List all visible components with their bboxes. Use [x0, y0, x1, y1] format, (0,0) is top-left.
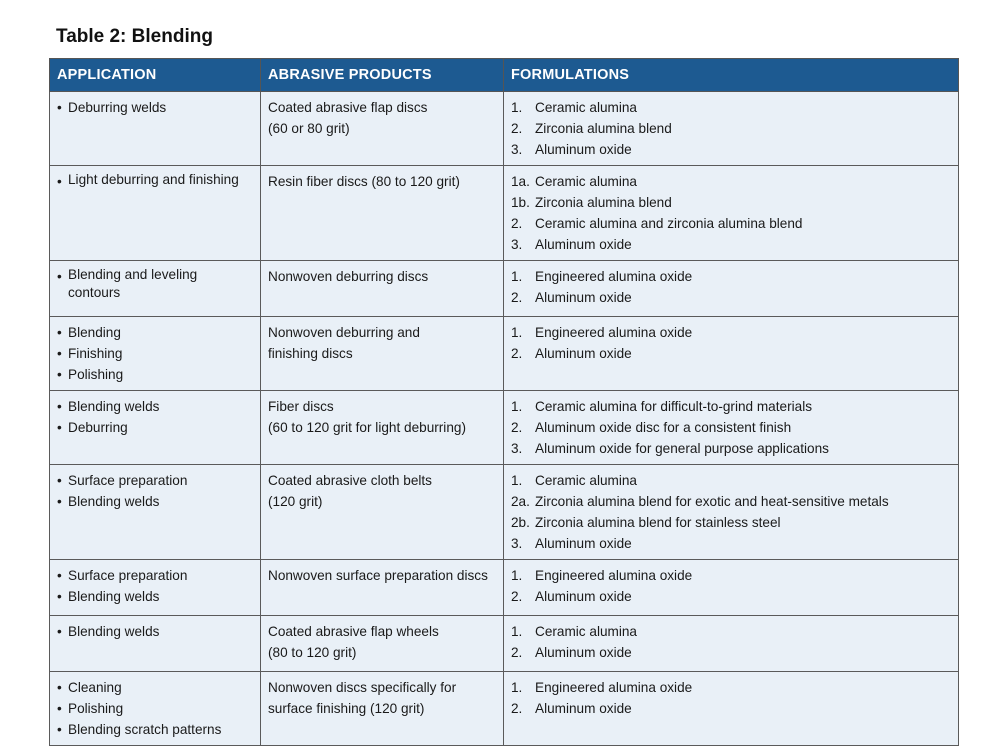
- formulation-number: 1.: [511, 325, 523, 340]
- table-body: [50, 92, 959, 746]
- formulation-text: Aluminum oxide: [535, 237, 632, 252]
- formulation-number: 1.: [511, 473, 523, 488]
- header-application: APPLICATION: [50, 59, 261, 92]
- formulations-cell: [504, 391, 959, 465]
- application-text: Surface preparation: [68, 568, 188, 583]
- application-cell: [50, 616, 261, 672]
- table-row: [50, 391, 959, 465]
- abrasive-product-text: Fiber discs (60 to 120 grit for light deburring): [268, 399, 466, 435]
- formulation-item: [511, 322, 951, 343]
- formulation-text: Zirconia alumina blend: [535, 195, 672, 210]
- application-item: [57, 621, 253, 642]
- blending-table: [49, 58, 959, 746]
- bullet-icon: •: [57, 269, 62, 284]
- formulations-cell: [504, 166, 959, 261]
- application-text: Blending and leveling contours: [68, 267, 198, 300]
- bullet-icon: •: [57, 325, 62, 340]
- application-item: [57, 266, 253, 302]
- formulation-text: Engineered alumina oxide: [535, 269, 693, 284]
- abrasive-product-cell: [261, 166, 504, 261]
- formulation-text: Engineered alumina oxide: [535, 680, 693, 695]
- formulation-item: [511, 171, 951, 192]
- application-item: [57, 565, 253, 586]
- formulation-item: [511, 470, 951, 491]
- application-item: [57, 719, 253, 740]
- application-text: Blending scratch patterns: [68, 722, 222, 737]
- abrasive-product-text: Coated abrasive flap wheels (80 to 120 grit): [268, 624, 439, 660]
- formulation-number: 3.: [511, 237, 523, 252]
- formulation-number: 1.: [511, 100, 523, 115]
- formulation-number: 2.: [511, 420, 523, 435]
- application-item: [57, 470, 253, 491]
- application-cell: [50, 261, 261, 317]
- formulation-text: Aluminum oxide for general purpose applications: [535, 441, 829, 456]
- formulation-text: Aluminum oxide: [535, 346, 632, 361]
- formulation-text: Ceramic alumina: [535, 174, 637, 189]
- application-item: [57, 343, 253, 364]
- formulation-item: [511, 438, 951, 459]
- bullet-icon: •: [57, 174, 62, 189]
- table-title: Table 2: Blending: [56, 26, 213, 47]
- application-text: Light deburring and finishing: [68, 172, 239, 187]
- formulation-text: Zirconia alumina blend for exotic and heat-sensitive metals: [535, 494, 889, 509]
- application-text: Blending welds: [68, 589, 160, 604]
- formulation-text: Aluminum oxide: [535, 142, 632, 157]
- application-text: Cleaning: [68, 680, 122, 695]
- formulation-item: [511, 266, 951, 287]
- table-row: [50, 166, 959, 261]
- formulations-cell: [504, 317, 959, 391]
- formulation-number: 1.: [511, 680, 523, 695]
- formulation-item: [511, 417, 951, 438]
- application-item: [57, 171, 253, 192]
- application-item: [57, 97, 253, 118]
- bullet-icon: •: [57, 568, 62, 583]
- table-row: [50, 672, 959, 746]
- application-text: Polishing: [68, 367, 124, 382]
- formulation-item: [511, 586, 951, 607]
- application-text: Blending welds: [68, 624, 160, 639]
- formulations-cell: [504, 560, 959, 616]
- table-row: [50, 261, 959, 317]
- abrasive-product-text: Nonwoven discs specifically for surface finishing (120 grit): [268, 680, 457, 716]
- abrasive-product-text: Nonwoven deburring and finishing discs: [268, 325, 420, 361]
- bullet-icon: •: [57, 346, 62, 361]
- application-cell: [50, 317, 261, 391]
- formulation-number: 2.: [511, 701, 523, 716]
- formulation-number: 2.: [511, 346, 523, 361]
- application-cell: [50, 166, 261, 261]
- table-row: [50, 465, 959, 560]
- formulation-text: Ceramic alumina: [535, 473, 637, 488]
- formulation-text: Ceramic alumina: [535, 624, 637, 639]
- application-item: [57, 322, 253, 343]
- formulation-item: [511, 192, 951, 213]
- application-text: Blending: [68, 325, 121, 340]
- formulation-number: 1b.: [511, 195, 530, 210]
- formulation-text: Aluminum oxide: [535, 645, 632, 660]
- table-row: [50, 560, 959, 616]
- formulation-number: 3.: [511, 536, 523, 551]
- application-text: Surface preparation: [68, 473, 188, 488]
- application-cell: [50, 391, 261, 465]
- table-row: [50, 616, 959, 672]
- abrasive-product-text: Nonwoven surface preparation discs: [268, 568, 488, 583]
- application-item: [57, 677, 253, 698]
- application-item: [57, 417, 253, 438]
- bullet-icon: •: [57, 701, 62, 716]
- abrasive-product-cell: [261, 616, 504, 672]
- application-text: Blending welds: [68, 494, 160, 509]
- application-text: Polishing: [68, 701, 124, 716]
- formulation-text: Engineered alumina oxide: [535, 568, 693, 583]
- formulation-text: Aluminum oxide: [535, 536, 632, 551]
- bullet-icon: •: [57, 399, 62, 414]
- abrasive-product-cell: [261, 92, 504, 166]
- abrasive-product-cell: [261, 391, 504, 465]
- application-item: [57, 364, 253, 385]
- formulation-number: 2.: [511, 645, 523, 660]
- formulation-item: [511, 533, 951, 554]
- abrasive-product-cell: [261, 465, 504, 560]
- application-item: [57, 396, 253, 417]
- formulation-number: 2.: [511, 121, 523, 136]
- bullet-icon: •: [57, 494, 62, 509]
- abrasive-product-cell: [261, 560, 504, 616]
- formulation-text: Ceramic alumina: [535, 100, 637, 115]
- application-text: Deburring welds: [68, 100, 167, 115]
- application-item: [57, 491, 253, 512]
- formulation-number: 3.: [511, 142, 523, 157]
- formulation-text: Zirconia alumina blend: [535, 121, 672, 136]
- application-text: Blending welds: [68, 399, 160, 414]
- formulation-text: Ceramic alumina for difficult-to-grind materials: [535, 399, 813, 414]
- abrasive-product-text: Resin fiber discs (80 to 120 grit): [268, 174, 460, 189]
- abrasive-product-text: Nonwoven deburring discs: [268, 269, 429, 284]
- abrasive-product-cell: [261, 261, 504, 317]
- formulation-text: Ceramic alumina and zirconia alumina blend: [535, 216, 803, 231]
- formulation-item: [511, 139, 951, 160]
- bullet-icon: •: [57, 624, 62, 639]
- formulation-number: 2.: [511, 216, 523, 231]
- formulation-text: Aluminum oxide: [535, 589, 632, 604]
- application-cell: [50, 560, 261, 616]
- formulation-number: 3.: [511, 441, 523, 456]
- application-cell: [50, 465, 261, 560]
- formulation-item: [511, 642, 951, 663]
- formulation-number: 1.: [511, 269, 523, 284]
- bullet-icon: •: [57, 473, 62, 488]
- formulation-text: Engineered alumina oxide: [535, 325, 693, 340]
- bullet-icon: •: [57, 722, 62, 737]
- abrasive-product-text: Coated abrasive cloth belts (120 grit): [268, 473, 432, 509]
- formulation-item: [511, 698, 951, 719]
- table-row: [50, 92, 959, 166]
- formulations-cell: [504, 616, 959, 672]
- application-text: Finishing: [68, 346, 123, 361]
- formulation-item: [511, 491, 951, 512]
- formulation-number: 2a.: [511, 494, 530, 509]
- formulation-item: [511, 234, 951, 255]
- formulation-item: [511, 621, 951, 642]
- formulations-cell: [504, 92, 959, 166]
- formulation-number: 1.: [511, 624, 523, 639]
- bullet-icon: •: [57, 420, 62, 435]
- formulation-item: [511, 97, 951, 118]
- formulation-number: 1.: [511, 399, 523, 414]
- formulation-item: [511, 677, 951, 698]
- table-row: [50, 317, 959, 391]
- formulation-text: Aluminum oxide: [535, 701, 632, 716]
- formulation-item: [511, 118, 951, 139]
- application-item: [57, 586, 253, 607]
- application-item: [57, 698, 253, 719]
- bullet-icon: •: [57, 367, 62, 382]
- formulation-number: 2.: [511, 290, 523, 305]
- application-cell: [50, 672, 261, 746]
- application-cell: [50, 92, 261, 166]
- table-header-row: [50, 59, 959, 92]
- formulation-item: [511, 396, 951, 417]
- formulation-number: 1.: [511, 568, 523, 583]
- header-abrasive-products: ABRASIVE PRODUCTS: [261, 59, 504, 92]
- header-formulations: FORMULATIONS: [504, 59, 959, 92]
- formulation-item: [511, 213, 951, 234]
- bullet-icon: •: [57, 589, 62, 604]
- application-text: Deburring: [68, 420, 128, 435]
- formulation-item: [511, 512, 951, 533]
- formulation-text: Aluminum oxide disc for a consistent finish: [535, 420, 792, 435]
- formulation-item: [511, 343, 951, 364]
- formulation-item: [511, 287, 951, 308]
- formulation-item: [511, 565, 951, 586]
- abrasive-product-cell: [261, 317, 504, 391]
- formulation-text: Zirconia alumina blend for stainless steel: [535, 515, 781, 530]
- bullet-icon: •: [57, 100, 62, 115]
- formulation-text: Aluminum oxide: [535, 290, 632, 305]
- formulations-cell: [504, 261, 959, 317]
- bullet-icon: •: [57, 680, 62, 695]
- formulation-number: 2b.: [511, 515, 530, 530]
- formulations-cell: [504, 672, 959, 746]
- abrasive-product-cell: [261, 672, 504, 746]
- formulations-cell: [504, 465, 959, 560]
- abrasive-product-text: Coated abrasive flap discs (60 or 80 grit): [268, 100, 428, 136]
- formulation-number: 2.: [511, 589, 523, 604]
- formulation-number: 1a.: [511, 174, 530, 189]
